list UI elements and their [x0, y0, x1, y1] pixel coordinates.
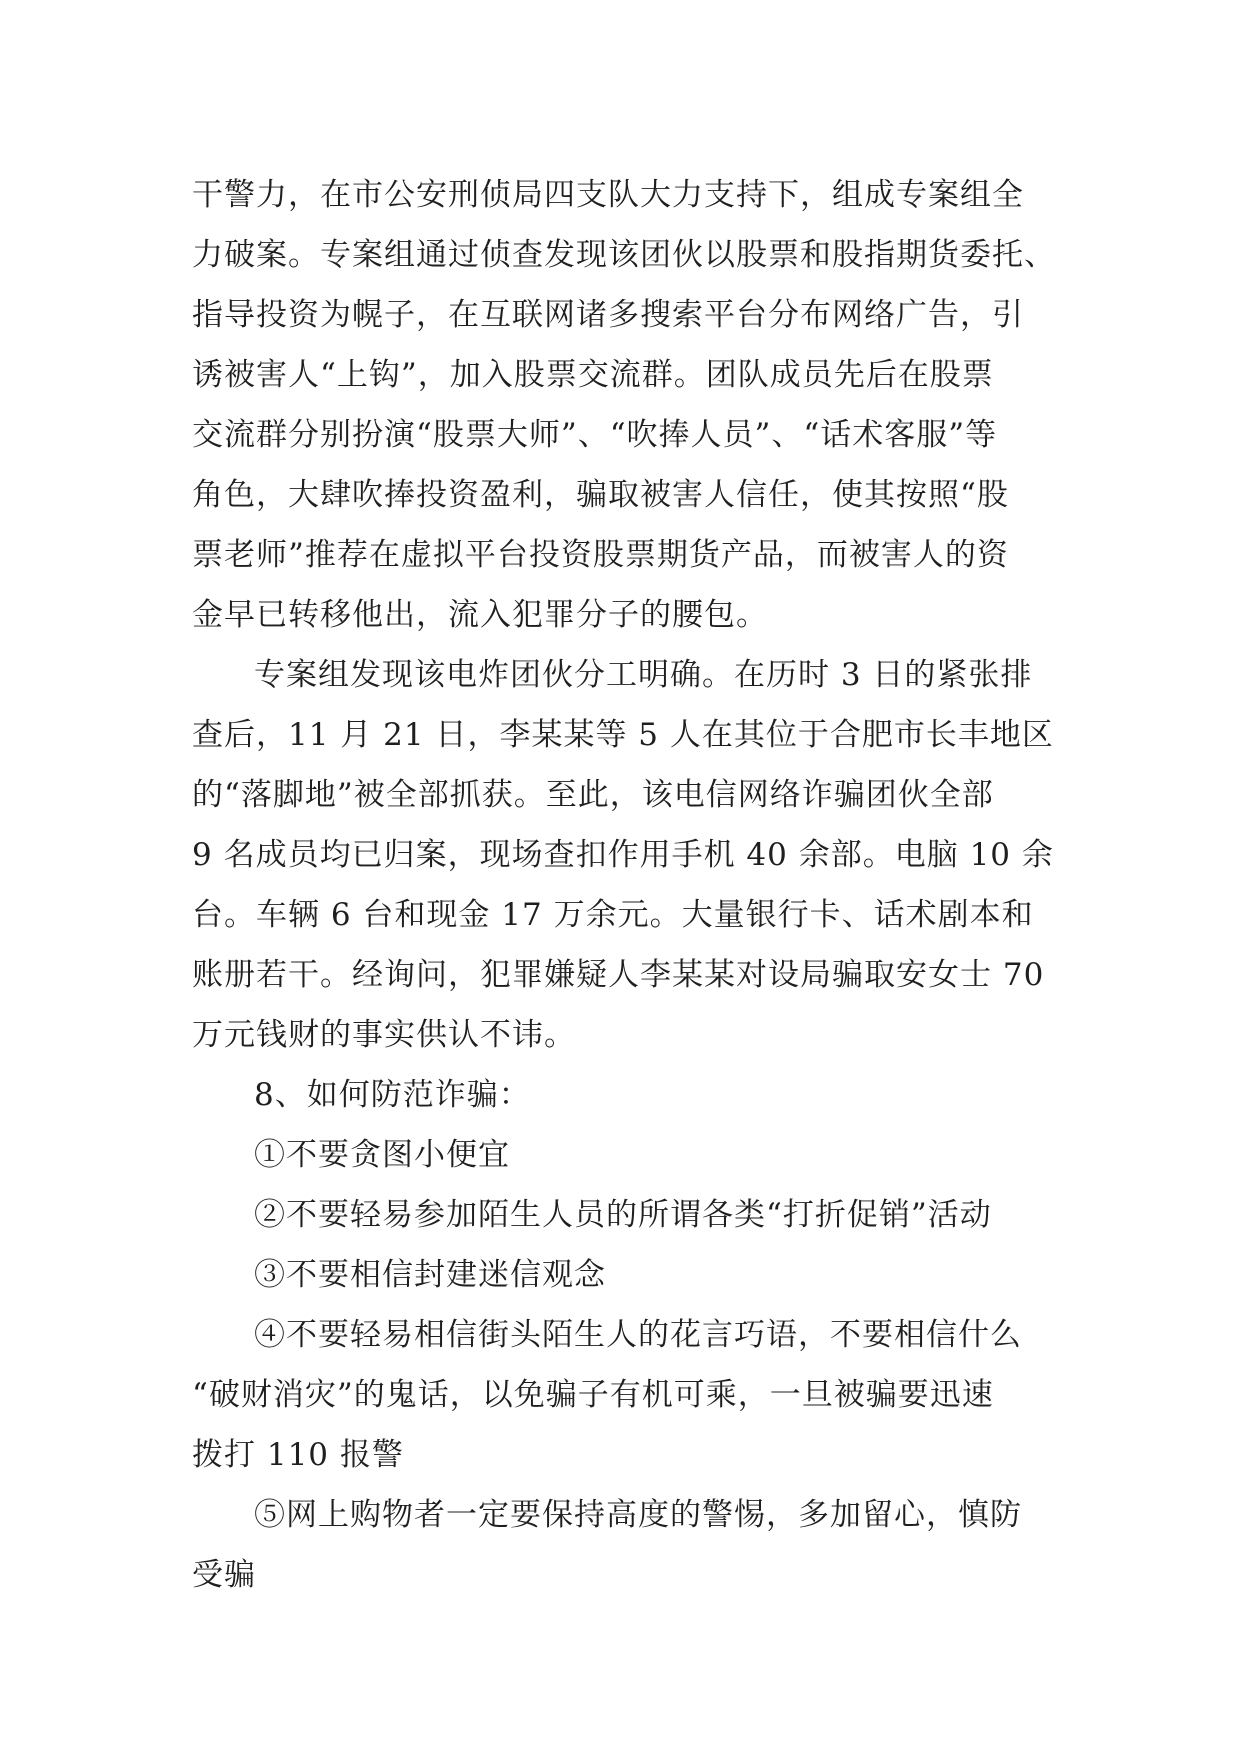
- text-line: 指导投资为幌子，在互联网诸多搜索平台分布网络广告，引: [192, 297, 1024, 333]
- text-line: 金早已转移他出，流入犯罪分子的腰包。: [192, 597, 768, 633]
- list-item-continuation: “破财消灾”的鬼话，以免骗子有机可乘，一旦被骗要迅速: [192, 1377, 994, 1413]
- list-item: ①不要贪图小便宜: [254, 1137, 510, 1173]
- text-line: 干警力，在市公安刑侦局四支队大力支持下，组成专案组全: [192, 177, 1024, 213]
- list-item: ②不要轻易参加陌生人员的所谓各类“打折促销”活动: [254, 1197, 992, 1233]
- list-item: ⑤网上购物者一定要保持高度的警惕，多加留心，慎防: [254, 1497, 1022, 1533]
- text-line: 的“落脚地”被全部抓获。至此，该电信网络诈骗团伙全部: [192, 777, 994, 813]
- text-line: 账册若干。经询问，犯罪嫌疑人李某某对设局骗取安女士 70: [192, 957, 1045, 993]
- text-line: 诱被害人“上钩”，加入股票交流群。团队成员先后在股票: [192, 357, 994, 393]
- list-item-continuation: 受骗: [192, 1557, 256, 1593]
- text-line: 台。车辆 6 台和现金 17 万余元。大量银行卡、话术剧本和: [192, 897, 1034, 933]
- section-heading: 8、如何防范诈骗：: [254, 1077, 531, 1113]
- text-line: 万元钱财的事实供认不讳。: [192, 1017, 576, 1053]
- document-body: [192, 165, 1092, 1605]
- text-line: 查后，11 月 21 日，李某某等 5 人在其位于合肥市长丰地区: [192, 717, 1054, 753]
- paragraph-start-line: 专案组发现该电炸团伙分工明确。在历时 3 日的紧张排: [254, 657, 1033, 693]
- list-item-continuation: 拨打 110 报警: [192, 1437, 404, 1473]
- text-line: 9 名成员均已归案，现场查扣作用手机 40 余部。电脑 10 余: [192, 837, 1054, 873]
- text-line: 交流群分别扮演“股票大师”、“吹捧人员”、“话术客服”等: [192, 417, 998, 453]
- list-item: ③不要相信封建迷信观念: [254, 1257, 606, 1293]
- text-line: 力破案。专案组通过侦查发现该团伙以股票和股指期货委托、: [192, 237, 1056, 273]
- text-line: 票老师”推荐在虚拟平台投资股票期货产品，而被害人的资: [192, 537, 1009, 573]
- text-line: 角色，大肆吹捧投资盈利，骗取被害人信任，使其按照“股: [192, 477, 1009, 513]
- list-item: ④不要轻易相信街头陌生人的花言巧语，不要相信什么: [254, 1317, 1022, 1353]
